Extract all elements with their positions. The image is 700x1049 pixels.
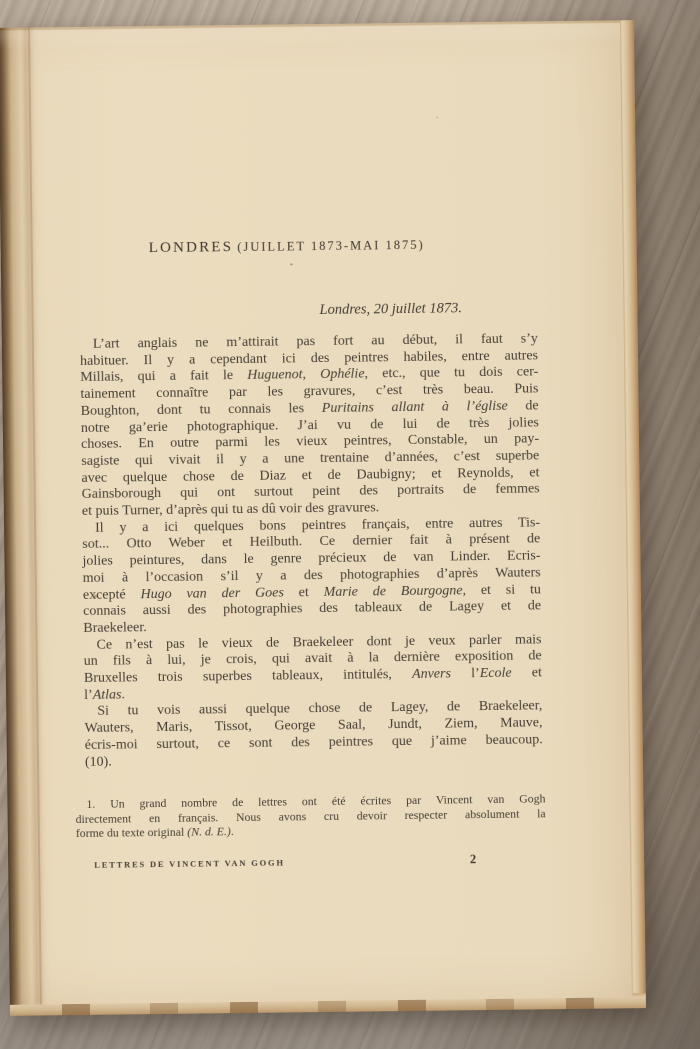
- text-segment: et puis Turner, d’après qui tu as dû voir des gravures.: [81, 500, 380, 519]
- paragraph: [83, 632, 542, 704]
- text-segment: Si tu vois aussi quelque chose de Lagey, de Braekeleer,: [97, 698, 543, 720]
- text-segment: .: [230, 824, 234, 839]
- text-segment: , etc., que tu dois cer-: [364, 364, 539, 382]
- text-segment: avec quelque chose de Diaz et de Daubigny; et Reynolds, et: [81, 464, 540, 486]
- text-segment: excepté: [82, 586, 141, 603]
- text-segment: tainement connaître par les gravures, c’est très beau. Puis: [80, 381, 539, 403]
- text-segment: jolies peintures, dans le genre précieux de van Linder. Ecris-: [82, 548, 541, 570]
- text-segment: et: [283, 584, 324, 601]
- text-segment: notre ga’erie photographique. J’ai vu de lui de très jolies: [80, 414, 539, 436]
- letter-body: [80, 331, 543, 771]
- text-segment: Wauters, Maris, Tissot, George Saal, Jundt, Ziem, Mauve,: [84, 715, 543, 737]
- italic-text: Marie de Bourgogne: [323, 582, 463, 600]
- editor-footnote: [75, 791, 545, 841]
- paper-speck: [94, 595, 97, 598]
- signature-page-number: 2: [469, 852, 477, 867]
- letter-dateline: Londres, 20 juillet 1873.: [319, 300, 462, 319]
- text-segment: écris-moi surtout, ce sont des peintres que j’aime beaucoup.: [84, 732, 543, 753]
- italic-text: Huguenot, Ophélie: [247, 366, 365, 384]
- text-segment: connais aussi des photographies des tableaux de Lagey et de: [83, 598, 542, 620]
- text-segment: habituer. Il y a cependant ici des peintres habiles, entre autres: [79, 348, 539, 369]
- italic-text: Atlas: [92, 687, 122, 703]
- text-segment: 1. Un grand nombre de lettres ont été écrites par Vincent van Gogh: [86, 791, 546, 811]
- chapter-heading-range: (JUILLET 1873-MAI 1875): [237, 237, 425, 255]
- text-segment: Il y a ici quelques bons peintres français, entre autres Tis-: [95, 515, 541, 536]
- italic-text: Anvers: [411, 666, 452, 682]
- text-segment: choses. En outre parmi les vieux peintres, Constable, un pay-: [80, 431, 540, 453]
- paragraph: [80, 331, 540, 520]
- chapter-heading: [149, 237, 425, 257]
- italic-text: Puritains allant à l’église: [321, 398, 508, 416]
- gutter-crease: [28, 28, 42, 1005]
- text-segment: l’: [450, 666, 480, 682]
- text-segment: un fils à lui, je crois, qui avait à la dernière exposition de: [83, 648, 542, 670]
- text-segment: (10).: [84, 754, 112, 770]
- text-segment: sot... Otto Weber et Heilbuth. Ce dernier fait à présent de: [82, 531, 541, 553]
- text-segment: Millais, qui a fait le: [80, 368, 248, 386]
- paragraph: [82, 515, 541, 638]
- text-segment: .: [121, 687, 126, 703]
- text-segment: Boughton, dont tu connais les: [80, 400, 322, 419]
- text-segment: Bruxelles trois superbes tableaux, intitulés,: [83, 666, 413, 686]
- italic-text: Hugo van der Goes: [140, 585, 284, 602]
- paper-speck: [290, 263, 293, 265]
- text-segment: , et si tu: [462, 581, 541, 598]
- text-segment: de: [507, 398, 539, 414]
- book: [0, 20, 646, 1016]
- page-footer: [94, 852, 476, 872]
- text-segment: L’art anglais ne m’attirait pas fort au début, il faut s’y: [92, 331, 538, 352]
- text-segment: Gainsborough qui ont surtout peint des portraits de femmes: [81, 481, 540, 503]
- chapter-heading-place: LONDRES: [148, 239, 234, 257]
- text-segment: et: [511, 665, 543, 681]
- text-segment: Ce n’est pas le vieux de Braekeleer dont je veux parler mais: [96, 631, 542, 653]
- text-segment: Braekeleer.: [83, 620, 147, 636]
- text-segment: forme du texte original: [75, 824, 188, 841]
- text-segment: l’: [84, 687, 93, 703]
- text-segment: directement en français. Nous avons cru devoir respecter absolument la: [75, 805, 546, 826]
- italic-text: (N. d. E.): [187, 824, 231, 839]
- book-page: [0, 20, 632, 1005]
- italic-text: Ecole: [479, 665, 512, 682]
- paper-speck: [436, 117, 438, 119]
- paragraph: [84, 699, 543, 771]
- running-title: LETTRES DE VINCENT VAN GOGH: [94, 857, 285, 870]
- text-segment: moi à l’occasion s’il y a des photographies d’après Wauters: [82, 565, 541, 586]
- text-segment: sagiste qui vivait il y a une trentaine d’années, c’est superbe: [81, 448, 540, 469]
